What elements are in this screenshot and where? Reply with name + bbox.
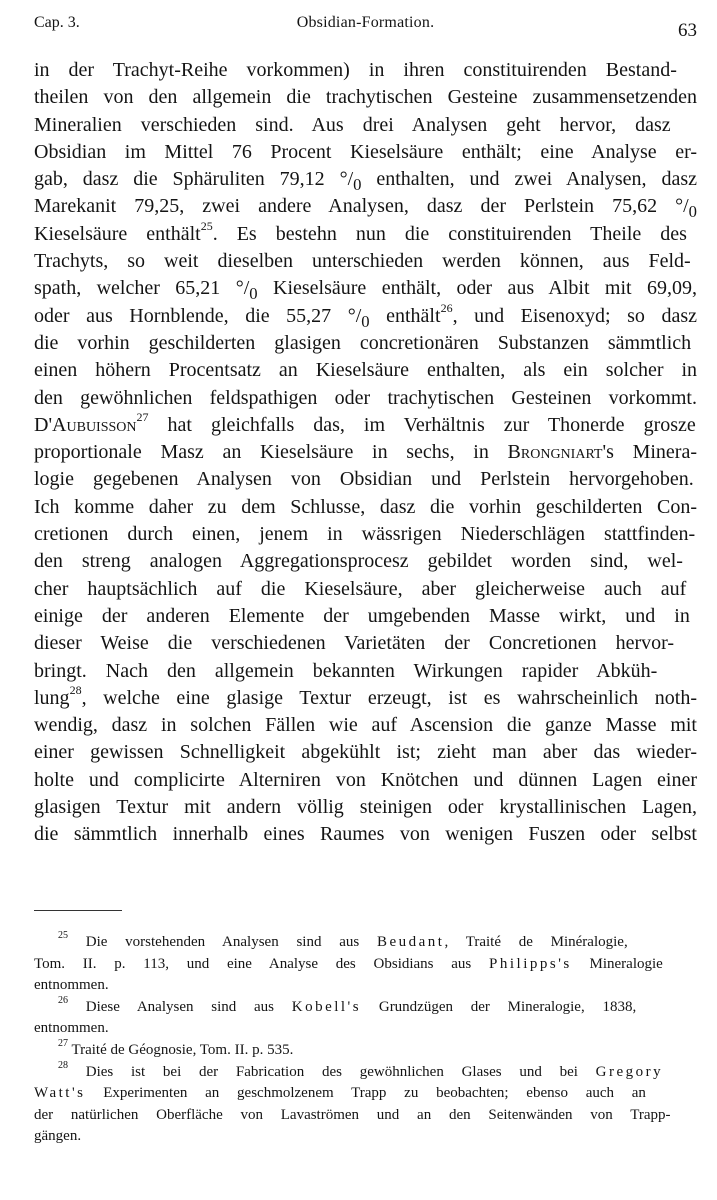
text-span: cher hauptsächlich auf die Kieselsäure, aber gleicherweise auch auf [34, 577, 687, 600]
footnote-divider [34, 910, 122, 911]
running-title: Obsidian-Formation. [296, 14, 435, 31]
text-line [34, 794, 697, 821]
text-span: den streng analogen Aggregationsprocesz gebildet worden sind, wel- [34, 550, 683, 573]
text-span: Tom. II. p. 113, und eine Analyse des Obsidians aus [34, 955, 490, 972]
text-span [34, 1083, 646, 1105]
page-header [34, 8, 697, 41]
author-name: Philipps's [489, 955, 572, 972]
text-span: Diese Analysen sind aus [68, 998, 292, 1015]
text-line [34, 548, 697, 575]
percent-subscript: 0 [249, 284, 258, 304]
text-span [58, 994, 637, 1019]
text-span [34, 221, 687, 248]
text-span [34, 412, 696, 439]
text-span: dieser Weise die verschiedenen Varietäten der Concretionen hervor- [34, 632, 675, 655]
footnote-number: 26 [58, 994, 68, 1006]
text-span: die vorhin geschilderten glasigen concretionären Substanzen sämmtlich [34, 331, 692, 354]
text-line [34, 57, 697, 84]
footnote-line [34, 1037, 697, 1062]
text-span [58, 1059, 664, 1084]
text-span [58, 1037, 294, 1062]
author-name: Watt's [34, 1085, 86, 1102]
footnote-line [34, 1126, 697, 1148]
text-span: entnommen. [34, 977, 109, 994]
text-span: Ich komme daher zu dem Schlusse, dasz die vorhin geschilderten Con- [34, 495, 697, 518]
text-span: oder aus Hornblende, die 55,27 °/ [34, 304, 362, 327]
footnote-line [34, 954, 697, 976]
text-span: der natürlichen Oberfläche von Lavaströmen und an den Seitenwänden von Trapp- [34, 1106, 671, 1123]
footnote-ref-28[interactable]: 28 [69, 683, 82, 698]
text-line [34, 466, 697, 493]
text-line [34, 330, 697, 357]
text-span: Marekanit 79,25, zwei andere Analysen, dasz der Perlstein 75,62 °/ [34, 195, 689, 218]
text-span: den gewöhnlichen feldspathigen oder trachytischen Gesteinen vorkommt. [34, 386, 697, 409]
text-line [34, 166, 697, 193]
text-span: Obsidian im Mittel 76 Procent Kieselsäure enthält; eine Analyse er- [34, 140, 697, 163]
text-span: , Traité de Minéralogie, [444, 934, 628, 950]
text-span: , und Eisenoxyd; so dasz [452, 304, 697, 327]
text-line [34, 84, 697, 111]
text-span: Mineralogie [571, 955, 663, 972]
text-line [34, 767, 697, 794]
footnote-line [34, 1018, 697, 1040]
text-span [34, 439, 697, 466]
text-line [34, 112, 697, 139]
text-span: bringt. Nach den allgemein bekannten Wirkungen rapider Abküh- [34, 659, 658, 682]
text-span: , welche eine glasige Textur erzeugt, ist es wahrscheinlich noth- [81, 686, 697, 709]
text-span: entnommen. [34, 1020, 109, 1037]
text-line [34, 412, 697, 439]
text-span: einer gewissen Schnelligkeit abgekühlt ist; zieht man aber das wieder- [34, 741, 697, 764]
text-line [34, 439, 697, 466]
text-span: . Es bestehn nun die constituirenden Theile des [212, 222, 687, 245]
text-span: einige der anderen Elemente der umgebenden Masse wirkt, und in [34, 604, 690, 627]
text-span [34, 685, 697, 712]
percent-subscript: 0 [361, 311, 370, 331]
text-span: proportionale Masz an Kieselsäure in sechs, in [34, 441, 508, 464]
text-span: Traité de Géognosie, Tom. II. p. 535. [68, 1041, 294, 1058]
text-span: theilen von den allgemein die trachytischen Gesteine zusammensetzenden [34, 86, 697, 109]
text-line [34, 685, 697, 712]
text-span: gängen. [34, 1128, 82, 1145]
text-span: Kieselsäure enthält [34, 222, 201, 245]
text-span: Dies ist bei der Fabrication des gewöhnlichen Glases und bei [68, 1063, 596, 1080]
body-text [34, 57, 697, 849]
footnote-line [34, 1083, 697, 1105]
footnote-line [34, 932, 697, 954]
text-line [34, 221, 697, 248]
text-span: glasigen Textur mit andern völlig steinigen oder krystallinischen Lagen, [34, 796, 697, 819]
text-line [34, 658, 697, 685]
percent-subscript: 0 [353, 175, 362, 195]
footnote-ref-26[interactable]: 26 [440, 301, 453, 316]
text-span: Grundzügen der Mineralogie, 1838, [361, 998, 637, 1015]
text-line [34, 576, 697, 603]
text-span: Trachyts, so weit dieselben unterschieden werden können, aus Feld- [34, 250, 691, 273]
author-name: Brongniart [507, 441, 603, 464]
text-line [34, 494, 697, 521]
text-span: die sämmtlich innerhalb eines Raumes von wenigen Fuszen oder selbst [34, 823, 697, 846]
text-span: logie gegebenen Analysen von Obsidian und Perlstein hervorgehoben. [34, 468, 694, 491]
text-line [34, 357, 697, 384]
text-span [58, 932, 628, 954]
text-span: einen höhern Procentsatz an Kieselsäure enthalten, als ein solcher in [34, 359, 697, 382]
percent-subscript: 0 [688, 202, 697, 222]
chapter-label: Cap. 3. [34, 14, 80, 31]
text-span: lung [34, 686, 70, 709]
text-line [34, 385, 697, 412]
text-span: enthält [369, 304, 441, 327]
text-line [34, 821, 697, 848]
text-span [34, 954, 663, 976]
footnote-ref-25[interactable]: 25 [200, 219, 213, 234]
page-number: 63 [678, 20, 697, 41]
text-span: Die vorstehenden Analysen sind aus [68, 934, 377, 950]
text-span: cretionen durch einen, jenem in wässrigen Niederschlägen stattfinden- [34, 523, 696, 546]
text-span: spath, welcher 65,21 °/ [34, 277, 250, 300]
footnote-line [34, 1105, 697, 1127]
footnote-line [34, 1059, 697, 1084]
text-span: wendig, dasz in solchen Fällen wie auf Ascension die ganze Masse mit [34, 714, 697, 737]
footnotes [34, 932, 697, 1148]
text-span: Mineralien verschieden sind. Aus drei Analysen geht hervor, dasz [34, 113, 671, 136]
text-line [34, 193, 697, 220]
text-span [34, 275, 697, 307]
text-line [34, 712, 697, 739]
text-line [34, 603, 697, 630]
text-span: 's Minera- [602, 441, 697, 464]
footnote-line [34, 975, 697, 997]
author-name: Gregory [595, 1063, 664, 1080]
text-line [34, 739, 697, 766]
text-span: holte und complicirte Alterniren von Knötchen und dünnen Lagen einer [34, 768, 697, 791]
text-line [34, 630, 697, 657]
author-name: D'Aubuisson [34, 413, 137, 436]
text-span: Experimenten an geschmolzenem Trapp zu beobachten; ebenso auch an [85, 1085, 646, 1102]
footnote-ref-27[interactable]: 27 [136, 410, 149, 425]
text-span: enthalten, und zwei Analysen, dasz [361, 168, 697, 191]
text-line [34, 521, 697, 548]
text-span: in der Trachyt-Reihe vorkommen) in ihren constituirenden Bestand- [34, 59, 677, 81]
text-line [34, 275, 697, 302]
footnote-number: 25 [58, 930, 68, 941]
text-span: hat gleichfalls das, im Verhältnis zur Thonerde grosze [148, 413, 696, 436]
text-span: Kieselsäure enthält, oder aus Albit mit 69,09, [257, 277, 697, 300]
text-span: gab, dasz die Sphäruliten 79,12 °/ [34, 168, 354, 191]
author-name: Kobell's [291, 998, 362, 1015]
text-line [34, 248, 697, 275]
footnote-line [34, 994, 697, 1019]
footnote-number: 27 [58, 1037, 68, 1049]
author-name: Beudant [376, 934, 445, 950]
text-line [34, 139, 697, 166]
footnote-number: 28 [58, 1059, 68, 1071]
